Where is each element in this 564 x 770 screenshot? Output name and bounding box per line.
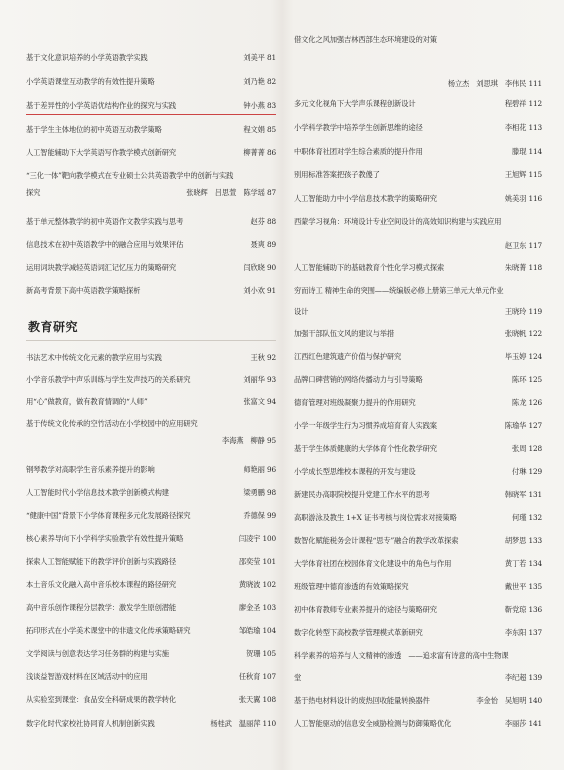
toc-entry[interactable] bbox=[294, 328, 542, 340]
entry-page: 124 bbox=[528, 352, 542, 361]
entry-title: 人工智能时代小学信息技术教学创新模式构建 bbox=[26, 488, 169, 497]
entry-page: 115 bbox=[528, 170, 542, 179]
entry-authors: 李东阳 bbox=[504, 628, 527, 637]
entry-authors: 钟小燕 bbox=[243, 101, 265, 110]
entry-title: 数智化赋能税务会计课程“思专”融合的教学改革探索 bbox=[294, 536, 459, 545]
entry-title: 本土音乐文化融入高中音乐校本课程的路径研究 bbox=[26, 580, 177, 589]
entry-title: 小学科学教学中培养学生创新思维的途径 bbox=[294, 123, 423, 132]
entry-page: 98 bbox=[267, 488, 276, 497]
toc-entry[interactable] bbox=[26, 374, 276, 386]
entry-authors: 张富文 bbox=[243, 397, 265, 406]
entry-authors: 李金怡 吴旭明 bbox=[476, 696, 527, 705]
entry-title: 基于热电材料设计的废热回收能量转换器件 bbox=[294, 696, 430, 705]
entry-authors: 李丽莎 bbox=[504, 719, 527, 728]
entry-authors: 王旭辉 bbox=[504, 170, 527, 179]
entry-title: 加强干部队伍文风的建议与举措 bbox=[294, 329, 395, 338]
entry-page: 125 bbox=[528, 375, 542, 384]
entry-title: 小学英语课堂互动教学的有效性提升策略 bbox=[26, 77, 155, 86]
entry-page: 134 bbox=[528, 559, 542, 568]
entry-authors: 李海燕 柳静 bbox=[221, 436, 265, 445]
toc-entry[interactable] bbox=[294, 443, 542, 455]
entry-title: 小学一年级学生行为习惯养成培育育人实践案 bbox=[294, 421, 437, 430]
toc-entry[interactable] bbox=[26, 52, 276, 64]
toc-entry[interactable] bbox=[26, 464, 276, 476]
entry-authors: 乔德保 bbox=[243, 511, 265, 520]
entry-page: 140 bbox=[528, 696, 542, 705]
entry-page: 137 bbox=[528, 628, 542, 637]
entry-authors: 梁勇鹏 bbox=[243, 488, 265, 497]
entry-title: 基于差异性的小学英语优结构作业的探究与实践 bbox=[26, 101, 177, 110]
entry-title: 人工智能助力中小学信息技术教学的策略研究 bbox=[294, 194, 437, 203]
entry-page: 139 bbox=[528, 673, 542, 682]
toc-entry[interactable] bbox=[26, 602, 276, 614]
entry-page: 93 bbox=[267, 375, 276, 384]
entry-title: 班级管理中德育渗透的有效策略探究 bbox=[294, 582, 409, 591]
toc-entry[interactable] bbox=[26, 556, 276, 568]
entry-page: 94 bbox=[267, 397, 276, 406]
entry-title: 初中体育教师专业素养提升的途径与策略研究 bbox=[294, 605, 437, 614]
entry-page: 101 bbox=[262, 557, 276, 566]
entry-authors: 滕琨 bbox=[512, 147, 527, 156]
toc-entry[interactable] bbox=[26, 718, 276, 730]
entry-authors: 杨立杰 刘思琪 李伟民 bbox=[447, 79, 527, 88]
entry-title: 江西红色建筑遗产价值与保护研究 bbox=[294, 352, 402, 361]
entry-authors: 刘丽华 bbox=[243, 375, 265, 384]
entry-authors: 邹皓瑜 bbox=[238, 626, 261, 635]
entry-page: 122 bbox=[528, 329, 542, 338]
entry-authors: 程文娟 bbox=[243, 125, 265, 134]
toc-entry[interactable] bbox=[294, 193, 542, 205]
entry-page: 99 bbox=[267, 511, 276, 520]
entry-page: 114 bbox=[528, 147, 542, 156]
entry-title: 数字化时代家校社协同育人机制创新实践 bbox=[26, 719, 155, 728]
entry-authors: 张周 bbox=[512, 444, 527, 453]
section-divider bbox=[26, 340, 276, 341]
toc-entry[interactable] bbox=[294, 397, 542, 409]
toc-entry[interactable] bbox=[294, 420, 542, 432]
toc-entry[interactable] bbox=[26, 418, 276, 448]
entry-authors: 李纪超 bbox=[504, 673, 527, 682]
entry-title: 基于学生主体地位的初中英语互动教学策略 bbox=[26, 125, 162, 134]
entry-authors: 胡梦思 bbox=[504, 536, 527, 545]
entry-title: 中职体育社团对学生综合素质的提升作用 bbox=[294, 147, 423, 156]
entry-authors: 陈瑜华 bbox=[504, 421, 527, 430]
toc-entry[interactable] bbox=[26, 170, 276, 200]
entry-title: 品牌口碑营销的网络传播动力与引导策略 bbox=[294, 375, 423, 384]
entry-authors: 张晓辉 吕思萱 陈学瑶 bbox=[186, 188, 265, 197]
entry-authors: 贺珊 bbox=[246, 649, 261, 658]
toc-entry[interactable] bbox=[26, 396, 276, 408]
entry-page: 113 bbox=[528, 123, 542, 132]
entry-authors: 刘美平 bbox=[243, 53, 265, 62]
entry-page: 95 bbox=[267, 436, 276, 445]
entry-page: 133 bbox=[528, 536, 542, 545]
toc-entry[interactable] bbox=[294, 34, 542, 88]
entry-title: 新高考背景下高中英语教学策略探析 bbox=[26, 286, 141, 295]
entry-authors: 赵芬 bbox=[250, 217, 265, 226]
toc-entry[interactable] bbox=[294, 718, 542, 730]
toc-entry[interactable] bbox=[294, 262, 542, 274]
entry-title: 基于学生体质健康的大学体育个性化教学研究 bbox=[294, 444, 437, 453]
entry-authors: 韩晓军 bbox=[504, 490, 527, 499]
entry-title: 高中音乐创作课程分层教学：激发学生原创潜能 bbox=[26, 603, 177, 612]
entry-title-line1: 科学素养的培养与人文精神的渗透 ——追求富有诗意的高中生物课 bbox=[294, 651, 509, 660]
toc-entry[interactable] bbox=[294, 695, 542, 707]
toc-entry[interactable] bbox=[294, 98, 542, 110]
entry-title: 小学成长型思维校本课程的开发与建设 bbox=[294, 467, 416, 476]
toc-entry[interactable] bbox=[26, 671, 276, 683]
entry-page: 81 bbox=[267, 53, 276, 62]
entry-title: 浅谈益智游戏材料在区域活动中的应用 bbox=[26, 672, 148, 681]
entry-page: 141 bbox=[528, 719, 542, 728]
entry-page: 110 bbox=[262, 719, 276, 728]
entry-page: 132 bbox=[528, 513, 542, 522]
entry-page: 116 bbox=[528, 194, 542, 203]
entry-authors: 师艳丽 bbox=[243, 465, 265, 474]
entry-page: 107 bbox=[262, 672, 276, 681]
entry-title-line2: 堂 bbox=[294, 673, 302, 682]
entry-title: 从实验室到课堂：食品安全科研成果的教学转化 bbox=[26, 695, 177, 704]
entry-page: 85 bbox=[267, 125, 276, 134]
entry-page: 82 bbox=[267, 77, 276, 86]
toc-entry[interactable] bbox=[294, 466, 542, 478]
entry-title: 人工智能驱动的信息安全威胁检测与防御策略优化 bbox=[294, 719, 452, 728]
entry-authors: 毕玉婷 bbox=[504, 352, 527, 361]
toc-entry[interactable] bbox=[26, 262, 276, 274]
toc-entry[interactable] bbox=[26, 100, 276, 112]
entry-page: 111 bbox=[528, 79, 542, 88]
entry-title-line1: “三化一体”靶向教学模式在专业硕士公共英语教学中的创新与实践 bbox=[26, 171, 234, 180]
toc-entry[interactable] bbox=[294, 169, 542, 181]
toc-entry[interactable] bbox=[26, 533, 276, 545]
entry-authors: 陈龙 bbox=[512, 398, 527, 407]
entry-authors: 张天翼 bbox=[238, 695, 261, 704]
entry-title: 文学阅读与创意表达学习任务群的构建与实施 bbox=[26, 649, 169, 658]
entry-authors: 王秋 bbox=[250, 353, 265, 362]
entry-title: 书法艺术中传统文化元素的教学应用与实践 bbox=[26, 353, 162, 362]
toc-entry[interactable] bbox=[26, 694, 276, 706]
entry-authors: 聂爽 bbox=[250, 240, 265, 249]
entry-title: 新建民办高职院校提升党建工作水平的思考 bbox=[294, 490, 430, 499]
entry-authors: 柳菁菁 bbox=[243, 148, 265, 157]
entry-authors: 朱晓菁 bbox=[504, 263, 527, 272]
toc-entry[interactable] bbox=[294, 604, 542, 616]
entry-authors: 邵奕莹 bbox=[238, 557, 261, 566]
entry-page: 103 bbox=[262, 603, 276, 612]
entry-authors: 靳党琼 bbox=[504, 605, 527, 614]
toc-entry[interactable] bbox=[294, 558, 542, 570]
entry-page: 136 bbox=[528, 605, 542, 614]
entry-authors: 赵卫东 bbox=[504, 241, 527, 250]
entry-authors: 程碧祥 bbox=[504, 99, 527, 108]
entry-title: 基于文化意识培养的小学英语教学实践 bbox=[26, 53, 148, 62]
toc-entry[interactable] bbox=[294, 512, 542, 524]
entry-title: 德育管理对班级凝聚力提升的作用研究 bbox=[294, 398, 416, 407]
entry-page: 118 bbox=[528, 263, 542, 272]
entry-authors: 陈环 bbox=[512, 375, 527, 384]
entry-page: 96 bbox=[267, 465, 276, 474]
toc-entry[interactable] bbox=[26, 147, 276, 159]
entry-title: 钢琴教学对高职学生音乐素养提升的影响 bbox=[26, 465, 155, 474]
toc-entry[interactable] bbox=[26, 648, 276, 660]
toc-entry[interactable] bbox=[294, 581, 542, 593]
entry-title: 高职游泳及教生 1+X 证书考核与岗位需求对接策略 bbox=[294, 513, 457, 522]
entry-title: 信息技术在初中英语教学中的融合应用与效果评估 bbox=[26, 240, 184, 249]
entry-page: 119 bbox=[528, 307, 542, 316]
entry-title-line1: 借文化之风加强吉林西部生态环境建设的对策 bbox=[294, 35, 437, 44]
entry-page: 112 bbox=[528, 99, 542, 108]
entry-page: 88 bbox=[267, 217, 276, 226]
toc-entry[interactable] bbox=[294, 216, 542, 250]
toc-entry[interactable] bbox=[26, 239, 276, 251]
toc-entry[interactable] bbox=[26, 216, 276, 228]
entry-title: 别用标准答案把孩子教傻了 bbox=[294, 170, 380, 179]
entry-authors: 闫欣晓 bbox=[243, 263, 265, 272]
toc-entry[interactable] bbox=[26, 285, 276, 297]
entry-page: 129 bbox=[528, 467, 542, 476]
toc-entry[interactable] bbox=[294, 489, 542, 501]
toc-entry[interactable] bbox=[26, 510, 276, 522]
entry-title: 核心素养导向下小学科学实验教学有效性提升策略 bbox=[26, 534, 184, 543]
entry-page: 100 bbox=[262, 534, 276, 543]
entry-title: 多元文化视角下大学声乐课程创新设计 bbox=[294, 99, 416, 108]
entry-page: 108 bbox=[262, 695, 276, 704]
entry-title: 运用词块教学减轻英语词汇记忆压力的策略研究 bbox=[26, 263, 177, 272]
entry-authors: 刘小欢 bbox=[243, 286, 265, 295]
entry-authors: 王晓玲 bbox=[504, 307, 527, 316]
entry-title: 小学音乐教学中声乐训练与学生发声技巧的关系研究 bbox=[26, 375, 191, 384]
entry-page: 105 bbox=[262, 649, 276, 658]
entry-title-line1: 基于传统文化传承的空竹活动在小学校园中的应用研究 bbox=[26, 419, 198, 428]
entry-authors: 刘乃艳 bbox=[243, 77, 265, 86]
entry-title: 大学体育社团在校园体育文化建设中的角色与作用 bbox=[294, 559, 452, 568]
entry-page: 126 bbox=[528, 398, 542, 407]
entry-title-line1: 穷而诗工 精神生命的突围——统编版必修上册第三单元大单元作业 bbox=[294, 286, 504, 295]
entry-authors: 姚美羽 bbox=[504, 194, 527, 203]
entry-title: 拓印形式在小学美术课堂中的非遗文化传承策略研究 bbox=[26, 626, 191, 635]
toc-entry[interactable] bbox=[294, 122, 542, 134]
toc-entry[interactable] bbox=[26, 352, 276, 364]
toc-entry[interactable] bbox=[26, 124, 276, 136]
toc-entry[interactable] bbox=[294, 650, 542, 684]
entry-page: 104 bbox=[262, 626, 276, 635]
entry-page: 131 bbox=[528, 490, 542, 499]
toc-entry[interactable] bbox=[26, 487, 276, 499]
toc-entry[interactable] bbox=[294, 535, 542, 547]
toc-entry[interactable] bbox=[26, 579, 276, 591]
entry-authors: 黄晓波 bbox=[238, 580, 261, 589]
entry-page: 102 bbox=[262, 580, 276, 589]
entry-authors: 任秋育 bbox=[238, 672, 261, 681]
entry-page: 127 bbox=[528, 421, 542, 430]
toc-entry[interactable] bbox=[294, 374, 542, 386]
entry-authors: 黄丁若 bbox=[504, 559, 527, 568]
entry-title: 探索人工智能赋能下的教学评价创新与实践路径 bbox=[26, 557, 177, 566]
entry-title-line2: 探究 bbox=[26, 188, 41, 197]
entry-title: 用“心”做教育，做有教育情调的“人师” bbox=[26, 397, 148, 406]
toc-entry[interactable] bbox=[294, 146, 542, 158]
entry-title: 基于单元整体教学的初中英语作文教学实践与思考 bbox=[26, 217, 184, 226]
entry-title: 人工智能辅助下的基础教育个性化学习模式探索 bbox=[294, 263, 445, 272]
entry-page: 83 bbox=[267, 101, 276, 110]
entry-title-line1: 西蒙学习视角：环境设计专业空间设计的高效知识构建与实践应用 bbox=[294, 217, 502, 226]
entry-authors: 李相花 bbox=[504, 123, 527, 132]
section-title: 教育研究 bbox=[28, 320, 79, 334]
entry-authors: 闫凌宇 bbox=[238, 534, 261, 543]
entry-title: 人工智能辅助下大学英语写作教学模式创新研究 bbox=[26, 148, 177, 157]
entry-authors: 张晓帆 bbox=[504, 329, 527, 338]
entry-page: 92 bbox=[267, 353, 276, 362]
entry-title: 数字化转型下高校教学管理模式革新研究 bbox=[294, 628, 423, 637]
entry-authors: 廖金圣 bbox=[238, 603, 261, 612]
entry-page: 89 bbox=[267, 240, 276, 249]
entry-authors: 戴世平 bbox=[504, 582, 527, 591]
entry-page: 87 bbox=[267, 188, 276, 197]
entry-authors: 付琳 bbox=[512, 467, 527, 476]
entry-page: 90 bbox=[267, 263, 276, 272]
entry-page: 128 bbox=[528, 444, 542, 453]
toc-entry[interactable] bbox=[294, 285, 542, 315]
entry-authors: 杨桂武 温丽萍 bbox=[210, 719, 261, 728]
toc-entry[interactable] bbox=[294, 627, 542, 639]
entry-authors: 何瑾 bbox=[512, 513, 527, 522]
toc-entry[interactable] bbox=[26, 76, 276, 88]
entry-page: 117 bbox=[528, 241, 542, 250]
toc-entry[interactable] bbox=[294, 351, 542, 363]
entry-page: 91 bbox=[267, 286, 276, 295]
highlight-underline bbox=[26, 114, 276, 115]
entry-page: 135 bbox=[528, 582, 542, 591]
entry-title: “健康中国”背景下小学体育课程多元化发展路径探究 bbox=[26, 511, 191, 520]
entry-title-line2: 设计 bbox=[294, 307, 309, 316]
toc-entry[interactable] bbox=[26, 625, 276, 637]
entry-page: 86 bbox=[267, 148, 276, 157]
